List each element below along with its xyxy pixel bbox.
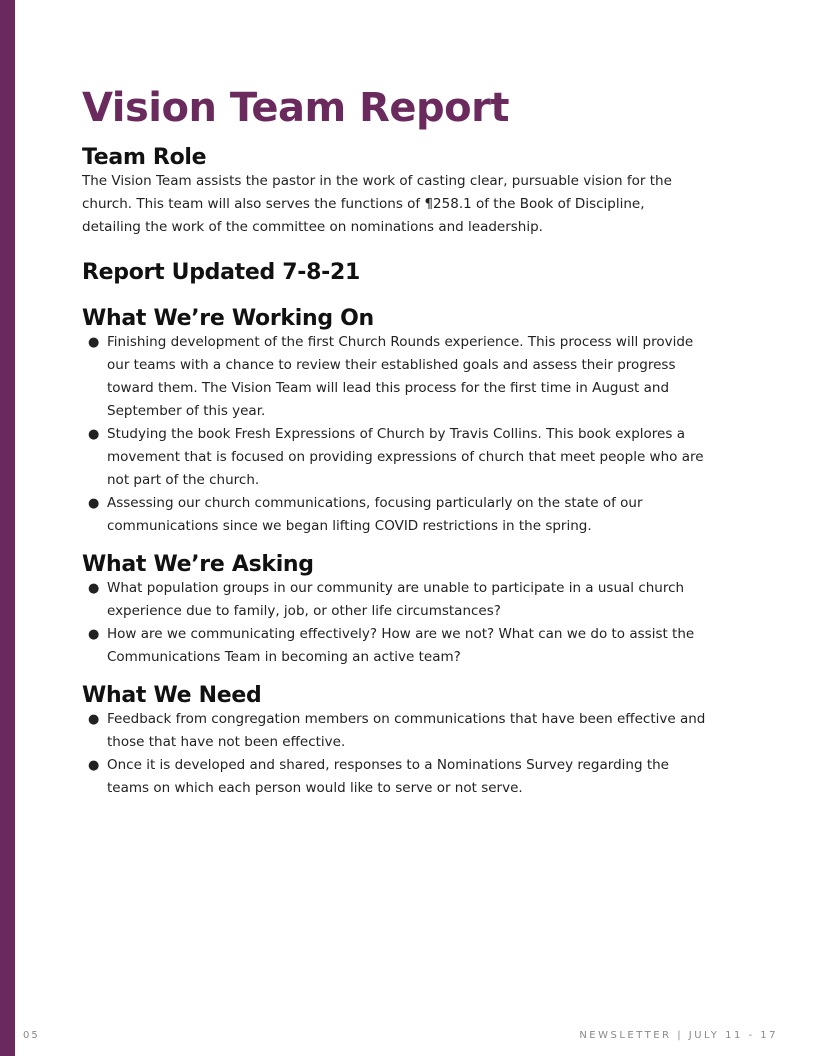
list-item-text: Assessing our church communications, focusing particularly on the state of our communications since we began lifting COVID restrictions in the spring. bbox=[107, 495, 643, 534]
report-updated-heading: Report Updated 7-8-21 bbox=[82, 260, 360, 285]
footer-label: NEWSLETTER | JULY 11 - 17 bbox=[579, 1030, 778, 1041]
list-item-text: How are we communicating effectively? How are we not? What can we do to assist the Communications Team in becoming an active team? bbox=[107, 626, 695, 665]
list-item bbox=[82, 708, 707, 754]
page-number: 05 bbox=[23, 1030, 40, 1041]
team-role-text: The Vision Team assists the pastor in the work of casting clear, pursuable vision for the church. This team will also serves the functions of ¶258.1 of the Book of Discipline, detailing the work of the committee on nominations and leadership. bbox=[82, 173, 672, 235]
bullet-icon: ● bbox=[88, 581, 100, 596]
list-item-text: Feedback from congregation members on communications that have been effective and those that have not been effective. bbox=[107, 711, 706, 750]
list-item bbox=[82, 492, 707, 538]
list-item bbox=[82, 754, 707, 800]
bullet-icon: ● bbox=[88, 427, 100, 442]
list-item bbox=[82, 577, 707, 623]
list-item-text: Finishing development of the first Church Rounds experience. This process will provide our teams with a chance to review their established goals and assess their progress toward them. The Vision Team will lead this process for the first time in August and September of this year. bbox=[107, 334, 694, 419]
need-list bbox=[82, 708, 707, 800]
bullet-icon: ● bbox=[88, 496, 100, 511]
report-content bbox=[82, 82, 707, 800]
bullet-icon: ● bbox=[88, 712, 100, 727]
page-title: Vision Team Report bbox=[82, 85, 509, 131]
bullet-icon: ● bbox=[88, 758, 100, 773]
list-item bbox=[82, 423, 707, 492]
working-on-list bbox=[82, 331, 707, 538]
need-heading: What We Need bbox=[82, 683, 262, 708]
side-accent-bar bbox=[0, 0, 15, 1056]
bullet-icon: ● bbox=[88, 335, 100, 350]
list-item bbox=[82, 331, 707, 423]
list-item-text: Once it is developed and shared, responses to a Nominations Survey regarding the teams on which each person would like to serve or not serve. bbox=[107, 757, 669, 796]
team-role-heading: Team Role bbox=[82, 145, 207, 170]
bullet-icon: ● bbox=[88, 627, 100, 642]
list-item-text: What population groups in our community are unable to participate in a usual church experience due to family, job, or other life circumstances? bbox=[107, 580, 685, 619]
list-item bbox=[82, 623, 707, 669]
list-item-text: Studying the book Fresh Expressions of Church by Travis Collins. This book explores a movement that is focused on providing expressions of church that meet people who are not part of the church. bbox=[107, 426, 704, 488]
working-on-heading: What We’re Working On bbox=[82, 306, 374, 331]
asking-heading: What We’re Asking bbox=[82, 552, 314, 577]
asking-list bbox=[82, 577, 707, 669]
